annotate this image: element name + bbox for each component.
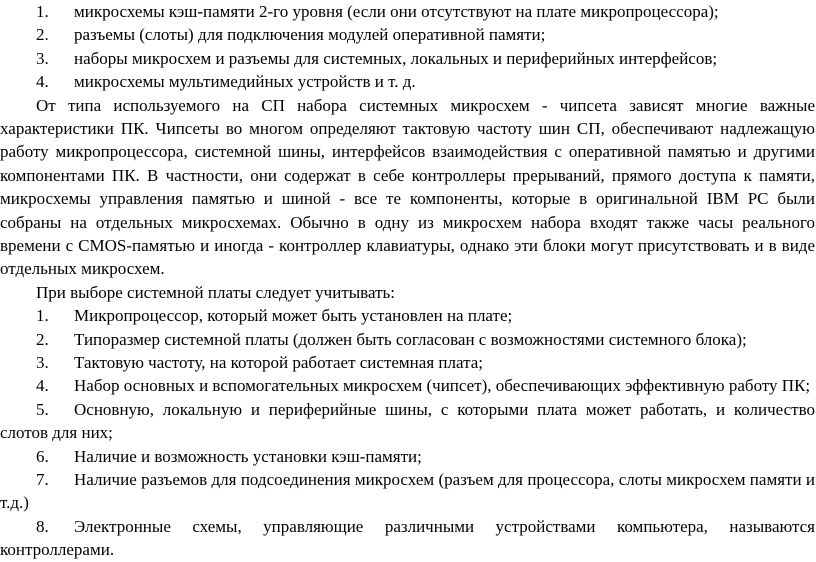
list-item-text: Наличие и возможность установки кэш-памяти; [74,446,422,466]
list-number: 6. [36,446,49,466]
selection-list-item-2 [0,328,816,351]
list-item-text: Электронные схемы, управляющие различными устройствами компьютера, называются контроллерами. [0,516,815,560]
list-number: 3. [36,48,49,68]
list-item-text: наборы микросхем и разъемы для системных, локальных и периферийных интерфейсов; [74,48,718,68]
list-number: 1. [36,2,49,21]
selection-list-item-7 [0,468,815,515]
top-list-item-3 [0,47,816,70]
list-item-text: Основную, локальную и периферийные шины, с которыми плата может работать, и количество слотов для них; [0,399,815,443]
list-item-text: Типоразмер системной платы (должен быть согласован с возможностями системного блока); [74,329,747,349]
list-item-text: Микропроцессор, который может быть установлен на плате; [74,306,513,326]
selection-list-item-6 [0,445,816,468]
list-number: 5. [36,399,49,419]
selection-list-item-8 [0,515,815,562]
list-item-text: микросхемы кэш-памяти 2-го уровня (если они отсутствуют на плате микропроцессора); [74,2,719,21]
list-number: 4. [36,72,49,92]
selection-list-item-4 [0,374,816,397]
list-number: 4. [36,376,49,396]
selection-list-item-3 [0,351,816,374]
selection-list-item-1 [0,304,816,327]
top-list-item-2 [0,23,816,46]
list-item-text: Тактовую частоту, на которой работает системная плата; [74,353,483,372]
list-number: 2. [36,25,49,45]
list-item-text: разъемы (слоты) для подключения модулей оперативной памяти; [74,25,546,45]
list-item-text: Набор основных и вспомогательных микросхем (чипсет), обеспечивающих эффективную работу ПК; [74,376,811,396]
list-number: 3. [36,353,49,372]
top-list-item-4 [0,70,816,93]
list-item-text: микросхемы мультимедийных устройств и т. д. [74,72,416,92]
list-number: 8. [36,516,49,536]
selection-list-item-5 [0,398,815,445]
list-number: 7. [36,469,49,489]
chipset-paragraph: От типа используемого на СП набора системных микросхем - чипсета зависят многие важные характеристики ПК. Чипсеты во многом определяют тактовую частоту шин СП, обеспечивают надлежащую работу микропроцессора, системной шины, интерфейсов взаимодействия с оперативной памятью и другими компонентами ПК. В частности, они содержат в себе контроллеры прерываний, прямого доступа к памяти, микросхемы управления памятью и шиной - все те компоненты, которые в оригинальной IBM PC были собраны на отдельных микросхемах. Обычно в одну из микросхем набора входят также часы реального времени с CMOS-памятью и иногда - контроллер клавиатуры, однако эти блоки могут присутствовать и в виде отдельных микросхем. [0,95,815,279]
list-number: 2. [36,329,49,349]
selection-intro: При выборе системной платы следует учитывать: [36,282,395,302]
top-list-item-1 [0,0,816,23]
list-number: 1. [36,306,49,326]
list-item-text: Наличие разъемов для подсоединения микросхем (разъем для процессора, слоты микросхем памяти и т.д.) [0,469,815,513]
